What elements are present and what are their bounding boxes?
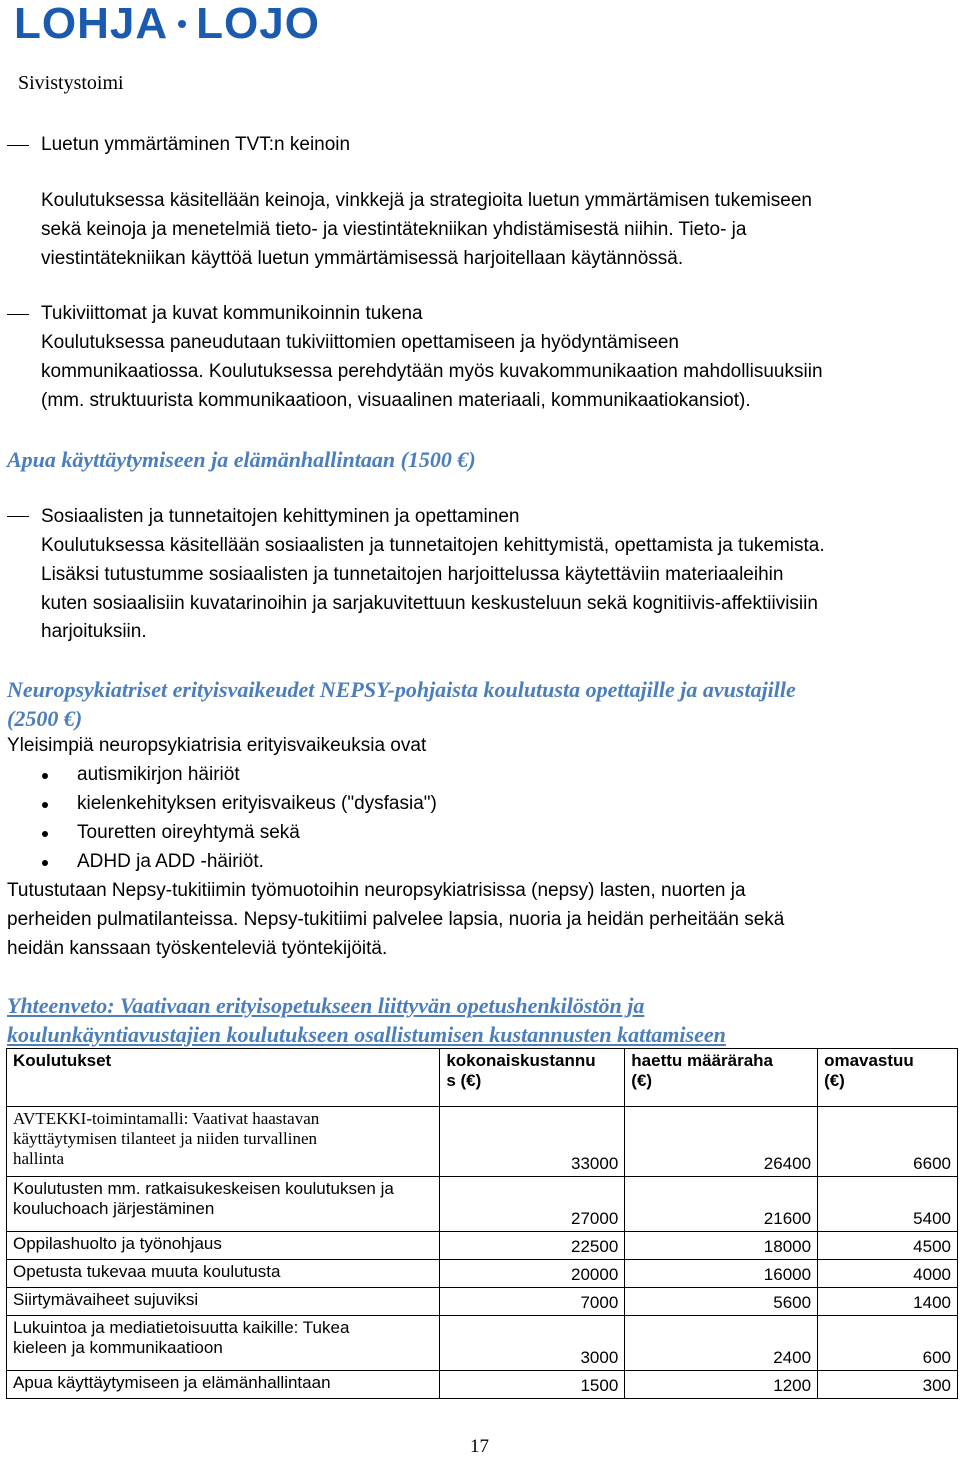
list-item-text: Touretten oireyhtymä sekä: [77, 822, 300, 843]
row-total: 7000: [440, 1288, 625, 1316]
section2-body-line: Koulutuksessa käsitellään sosiaalisten ja tunnetaitojen kehittymistä, opettamista ja tukemista.: [41, 535, 825, 556]
item2-title: Tukiviittomat ja kuvat kommunikoinnin tukena: [41, 303, 423, 324]
row-name-line: Koulutusten mm. ratkaisukeskeisen koulutuksen ja: [13, 1179, 394, 1198]
section2-heading: Apua käyttäytymiseen ja elämänhallintaan (1500 €): [7, 447, 476, 472]
section3-heading-line: (2500 €): [7, 705, 83, 731]
bullet-icon: [42, 831, 48, 837]
section2-body-line: kuten sosiaalisiin kuvatarinoihin ja sarjakuvitettuun keskusteluun sekä kognitiivis-affektiivisiin: [41, 592, 818, 614]
header-col3-line: haettu määräraha: [631, 1051, 774, 1070]
row-total: 1500: [440, 1371, 625, 1399]
table-row: [7, 1316, 958, 1371]
row-total: 22500: [440, 1232, 625, 1260]
row-name: [7, 1107, 440, 1177]
section3-outro-line: perheiden pulmatilanteissa. Nepsy-tukitiimi palvelee lapsia, nuoria ja heidän perheitään sekä: [7, 908, 785, 930]
table-row: [7, 1260, 958, 1288]
section3-outro-line: heidän kanssaan työskenteleviä työntekijöitä.: [7, 937, 388, 959]
summary-heading-line: Yhteenveto: Vaativaan erityisopetukseen liittyvän opetushenkilöstön ja: [7, 993, 645, 1018]
row-own: 4000: [818, 1260, 958, 1288]
header-col1: Koulutukset: [7, 1049, 440, 1107]
dash-marker: [7, 314, 29, 315]
section3-heading-line: Neuropsykiatriset erityisvaikeudet NEPSY-pohjaista koulutusta opettajille ja avustajille: [7, 677, 796, 702]
row-name-line: hallinta: [13, 1149, 64, 1168]
bullet-icon: [42, 773, 48, 779]
department-label: Sivistystoimi: [18, 72, 124, 94]
costs-table: [6, 1048, 958, 1399]
row-name-line: kieleen ja kommunikaatioon: [13, 1338, 223, 1357]
item1-body-line: viestintätekniikan käyttöä luetun ymmärtämisessä harjoitellaan käytännössä.: [41, 247, 684, 269]
header-col3-line: (€): [631, 1071, 653, 1090]
header-col2: [440, 1049, 625, 1107]
list-item-text: autismikirjon häiriöt: [77, 764, 240, 785]
row-name: Oppilashuolto ja työnohjaus: [7, 1232, 440, 1260]
item1-body: [41, 187, 956, 273]
row-name-line: käyttäytymisen tilanteet ja niiden turvallinen: [13, 1129, 318, 1148]
row-own: 600: [818, 1316, 958, 1371]
row-total: 27000: [440, 1177, 625, 1232]
row-own: 6600: [818, 1107, 958, 1177]
row-requested: 16000: [625, 1260, 818, 1288]
list-item-text: ADHD ja ADD -häiriöt.: [77, 851, 264, 872]
row-total: 3000: [440, 1316, 625, 1371]
logo-dot: [178, 20, 186, 28]
header-col4-line: omavastuu: [824, 1051, 914, 1070]
summary-heading-line: koulunkäyntiavustajien koulutukseen osallistumisen kustannusten kattamiseen: [7, 1021, 726, 1047]
section3-intro: Yleisimpiä neuropsykiatrisia erityisvaikeuksia ovat: [7, 735, 427, 756]
row-name: [7, 1177, 440, 1232]
header-col2-line: s (€): [446, 1071, 482, 1090]
row-own: 5400: [818, 1177, 958, 1232]
section3-heading: [7, 676, 952, 734]
section2-body-line: Lisäksi tutustumme sosiaalisten ja tunnetaitojen harjoittelussa käytettäviin materiaaleihin: [41, 563, 784, 585]
table-row: [7, 1232, 958, 1260]
row-requested: 1200: [625, 1371, 818, 1399]
row-name-line: Lukuintoa ja mediatietoisuutta kaikille: Tukea: [13, 1318, 350, 1337]
row-requested: 2400: [625, 1316, 818, 1371]
row-requested: 5600: [625, 1288, 818, 1316]
logo-lojo: LOJO: [196, 0, 320, 48]
row-total: 20000: [440, 1260, 625, 1288]
header-col3: [625, 1049, 818, 1107]
list-item-text: kielenkehityksen erityisvaikeus ("dysfasia"): [77, 793, 437, 814]
dash-marker: [7, 516, 29, 517]
section2-body: [41, 532, 956, 647]
row-name-line: kouluchoach järjestäminen: [13, 1199, 215, 1218]
header-col4-line: (€): [824, 1071, 845, 1090]
row-name-line: AVTEKKI-toimintamalli: Vaativat haastavan: [13, 1109, 320, 1128]
item1-title: Luetun ymmärtäminen TVT:n keinoin: [41, 134, 351, 155]
table-row: [7, 1177, 958, 1232]
row-requested: 26400: [625, 1107, 818, 1177]
table-row: [7, 1288, 958, 1316]
table-row: [7, 1107, 958, 1177]
row-requested: 18000: [625, 1232, 818, 1260]
row-name: [7, 1316, 440, 1371]
summary-heading: [7, 992, 952, 1050]
header-col2-line: kokonaiskustannu: [446, 1051, 596, 1070]
lohja-lojo-logo: [14, 0, 320, 48]
bullet-icon: [42, 860, 48, 866]
dash-marker: [7, 145, 29, 146]
section3-outro-line: Tutustutaan Nepsy-tukitiimin työmuotoihin neuropsykiatrisissa (nepsy) lasten, nuorten ja: [7, 880, 746, 901]
table-header-row: [7, 1049, 958, 1107]
bullet-icon: [42, 802, 48, 808]
item2-body-line: Koulutuksessa paneudutaan tukiviittomien opettamiseen ja hyödyntämiseen: [41, 332, 679, 353]
item1-body-line: Koulutuksessa käsitellään keinoja, vinkkejä ja strategioita luetun ymmärtämisen tukemiseen: [41, 190, 812, 211]
item1-body-line: sekä keinoja ja menetelmiä tieto- ja viestintätekniikan yhdistämisestä niihin. Tieto- ja: [41, 218, 747, 240]
row-own: 4500: [818, 1232, 958, 1260]
logo-lohja: LOHJA: [14, 0, 169, 48]
row-name: Apua käyttäytymiseen ja elämänhallintaan: [7, 1371, 440, 1399]
header-col4: [818, 1049, 958, 1107]
row-requested: 21600: [625, 1177, 818, 1232]
item2-body-line: kommunikaatiossa. Koulutuksessa perehdytään myös kuvakommunikaation mahdollisuuksiin: [41, 360, 823, 382]
item2-body-line: (mm. struktuurista kommunikaatioon, visuaalinen materiaali, kommunikaatiokansiot).: [41, 389, 751, 411]
row-own: 300: [818, 1371, 958, 1399]
section2-body-line: harjoituksiin.: [41, 621, 147, 643]
row-own: 1400: [818, 1288, 958, 1316]
row-name: Siirtymävaiheet sujuviksi: [7, 1288, 440, 1316]
row-total: 33000: [440, 1107, 625, 1177]
item2-body: [41, 329, 956, 415]
page-number: 17: [470, 1436, 489, 1457]
row-name: Opetusta tukevaa muuta koulutusta: [7, 1260, 440, 1288]
section3-outro: [7, 877, 952, 963]
table-row: [7, 1371, 958, 1399]
section2-item-title: Sosiaalisten ja tunnetaitojen kehittyminen ja opettaminen: [41, 506, 520, 527]
